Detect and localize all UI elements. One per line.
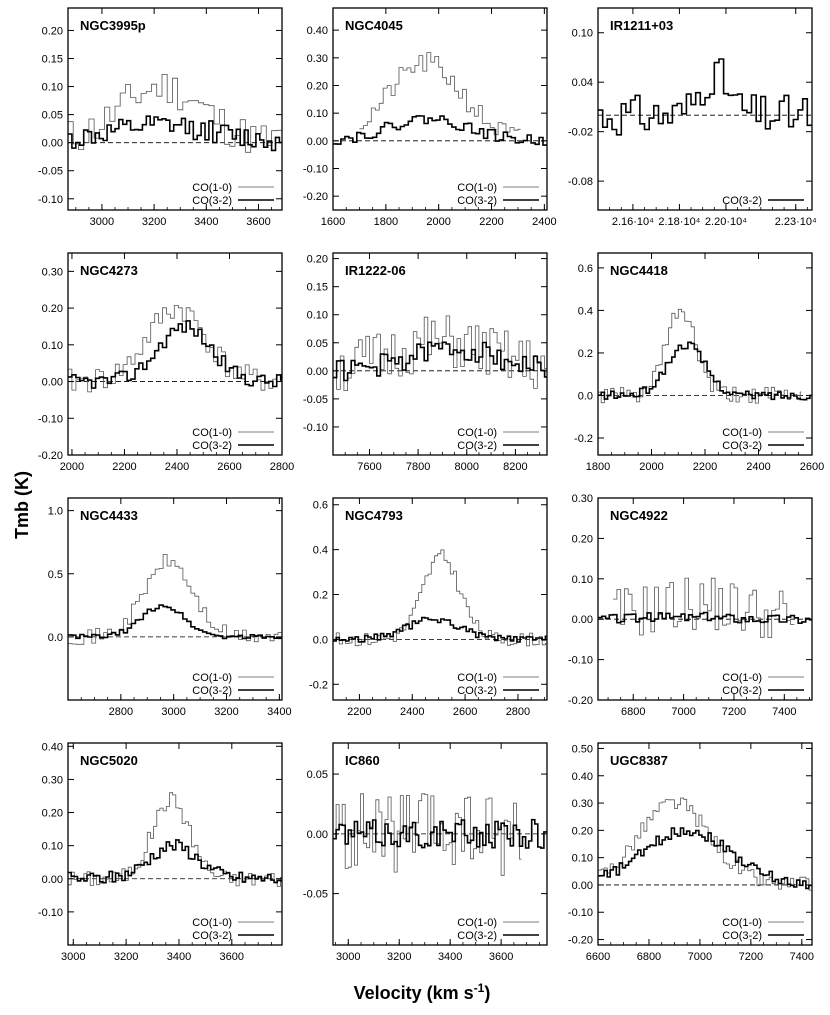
x-tick-label: 7200 [721, 706, 747, 718]
x-tick-label: 2400 [746, 461, 771, 473]
x-tick-label: 1800 [585, 461, 611, 473]
x-tick-label: 6800 [621, 706, 646, 718]
y-tick-label: 0.10 [306, 108, 328, 121]
x-tick-label: 2600 [799, 461, 825, 473]
y-tick-label: 0.05 [306, 769, 328, 782]
y-tick-label: 0.30 [41, 774, 63, 787]
panel-ngc4273 [38, 253, 294, 473]
panel-frame [68, 498, 282, 700]
y-tick-label: 0.40 [571, 770, 593, 783]
x-tick-label: 7200 [738, 951, 764, 963]
y-tick-label: 0.2 [312, 589, 328, 602]
y-tick-label: -0.08 [567, 176, 593, 189]
legend-label: CO(3-2) [192, 440, 232, 452]
panel-ugc8387 [568, 743, 814, 963]
legend-label: CO(1-0) [457, 917, 497, 929]
spectrum-co10 [333, 316, 547, 391]
spectrum-co10 [68, 74, 282, 152]
y-tick-label: 0.00 [41, 873, 63, 886]
y-tick-label: -0.20 [567, 695, 593, 707]
legend-label: CO(1-0) [192, 427, 232, 439]
spectrum-co32 [333, 618, 547, 642]
y-tick-label: 0.10 [41, 81, 63, 94]
panel-grid [38, 8, 824, 963]
panel-frame [333, 498, 547, 700]
panel-frame [598, 743, 812, 945]
x-tick-label: 2600 [217, 461, 242, 473]
x-tick-label: 3000 [161, 706, 186, 718]
legend-label: CO(3-2) [722, 440, 762, 452]
x-tick-label: 2.18·10⁴ [658, 216, 701, 228]
y-tick-label: 0.10 [571, 27, 593, 40]
legend-label: CO(3-2) [722, 685, 762, 697]
spectrum-co10 [68, 554, 282, 644]
x-tick-label: 3200 [141, 216, 167, 228]
x-tick-label: 8200 [503, 461, 528, 473]
spectrum-co32 [333, 342, 547, 380]
spectrum-co10 [359, 53, 520, 135]
x-tick-label: 1600 [320, 216, 346, 228]
panel-title: IC860 [345, 753, 380, 768]
x-tick-label: 2.20·10⁴ [704, 216, 747, 228]
legend-label: CO(3-2) [722, 930, 762, 942]
y-tick-label: 0.0 [47, 631, 63, 644]
panel-title: NGC4418 [610, 263, 668, 278]
x-tick-label: 2400 [400, 706, 425, 718]
panel-title: NGC4922 [610, 508, 668, 523]
y-tick-label: -0.10 [567, 907, 593, 920]
x-tick-label: 2600 [452, 706, 478, 718]
x-tick-label: 2200 [112, 461, 137, 473]
x-tick-label: 2200 [692, 461, 718, 473]
x-tick-label: 3000 [336, 951, 361, 963]
y-tick-label: 0.4 [312, 544, 328, 557]
legend-label: CO(3-2) [457, 195, 497, 207]
y-tick-label: 0.00 [41, 376, 63, 389]
y-tick-label: 0.00 [571, 879, 593, 892]
x-tick-label: 7600 [357, 461, 382, 473]
panel-frame [68, 8, 282, 210]
x-tick-label: 3600 [488, 951, 514, 963]
y-axis-label: Tmb (K) [12, 471, 32, 539]
panel-ngc4433 [48, 498, 292, 718]
panel-frame [333, 8, 547, 210]
y-tick-label: -0.20 [37, 450, 63, 462]
y-tick-label: 0.00 [306, 828, 328, 841]
spectrum-co10 [598, 309, 801, 403]
y-tick-label: 0.10 [571, 573, 593, 586]
panel-frame [68, 253, 282, 455]
legend-label: CO(1-0) [192, 672, 232, 684]
y-tick-label: 0.15 [306, 281, 328, 294]
y-tick-label: 0.00 [571, 614, 593, 627]
panel-ngc5020 [38, 741, 282, 963]
spectrum-co10 [333, 550, 547, 646]
y-tick-label: 0.05 [41, 109, 63, 122]
y-tick-label: 0.15 [41, 53, 63, 66]
legend-label: CO(1-0) [722, 427, 762, 439]
x-tick-label: 7000 [671, 706, 696, 718]
legend-label: CO(3-2) [457, 685, 497, 697]
legend-label: CO(1-0) [192, 917, 232, 929]
x-tick-label: 2400 [532, 216, 557, 228]
x-tick-label: 2400 [164, 461, 190, 473]
y-tick-label: 0.0 [577, 390, 593, 403]
x-tick-label: 7000 [687, 951, 713, 963]
spectrum-co32 [598, 59, 812, 135]
legend-label: CO(1-0) [457, 182, 497, 194]
y-tick-label: -0.10 [37, 193, 63, 206]
panel-ir1211-03 [568, 8, 817, 228]
y-tick-label: 0.05 [306, 337, 328, 350]
y-tick-label: 0.40 [41, 741, 63, 754]
y-tick-label: 0.6 [577, 262, 593, 275]
y-tick-label: 0.10 [41, 840, 63, 853]
spectrum-co10 [333, 794, 522, 876]
legend-label: CO(3-2) [192, 930, 232, 942]
y-tick-label: -0.10 [37, 906, 63, 919]
x-tick-label: 2200 [479, 216, 504, 228]
x-tick-label: 3200 [386, 951, 412, 963]
y-tick-label: 0.30 [306, 52, 328, 65]
x-tick-label: 2800 [505, 706, 531, 718]
y-tick-label: -0.10 [37, 413, 63, 426]
x-axis-label-sup: -1 [473, 981, 485, 995]
legend-label: CO(3-2) [457, 930, 497, 942]
panel-title: NGC4273 [80, 263, 138, 278]
panel-title: NGC4045 [345, 18, 403, 33]
legend-label: CO(3-2) [192, 195, 232, 207]
x-tick-label: 2800 [269, 461, 295, 473]
panel-ngc4793 [309, 498, 547, 718]
y-tick-label: 0.6 [312, 499, 328, 512]
x-tick-label: 2000 [426, 216, 451, 228]
legend-label: CO(3-2) [457, 440, 497, 452]
panel-ir1222-06 [303, 253, 547, 473]
y-tick-label: 0.20 [41, 303, 63, 316]
legend-label: CO(1-0) [457, 672, 497, 684]
spectrum-co32 [68, 116, 282, 150]
y-tick-label: -0.20 [567, 934, 593, 947]
legend-label: CO(1-0) [457, 427, 497, 439]
panel-title: IR1222-06 [345, 263, 406, 278]
y-tick-label: 0.04 [571, 77, 593, 90]
spectrum-co32 [68, 840, 282, 883]
y-tick-label: 0.20 [41, 807, 63, 820]
y-tick-label: 0.30 [571, 798, 593, 811]
panel-frame [333, 253, 547, 455]
x-tick-label: 2.16·10⁴ [611, 216, 654, 228]
x-tick-label: 3200 [113, 951, 139, 963]
x-axis-label-close: ) [484, 983, 491, 1003]
legend-label: CO(1-0) [722, 917, 762, 929]
y-tick-label: -0.10 [567, 654, 593, 667]
x-tick-label: 3000 [61, 951, 86, 963]
y-tick-label: 0.10 [306, 309, 328, 322]
y-tick-label: 0.10 [41, 339, 63, 352]
spectrum-co10 [598, 798, 812, 890]
y-tick-label: -0.02 [567, 126, 593, 139]
x-tick-label: 3400 [267, 706, 292, 718]
x-tick-label: 1800 [373, 216, 399, 228]
y-tick-label: -0.20 [302, 191, 328, 204]
legend-label: CO(1-0) [192, 182, 232, 194]
x-axis-label [354, 981, 491, 1003]
x-tick-label: 7400 [789, 951, 815, 963]
panel-title: IR1211+03 [610, 18, 674, 33]
x-tick-label: 2.23·10⁴ [774, 216, 817, 228]
y-tick-label: 0.20 [306, 80, 328, 93]
y-tick-label: 0.50 [571, 743, 593, 756]
y-tick-label: -0.2 [574, 432, 593, 445]
y-tick-label: 0.20 [571, 825, 593, 838]
x-tick-label: 3200 [214, 706, 239, 718]
panel-ngc4922 [568, 493, 812, 718]
x-tick-label: 3400 [194, 216, 219, 228]
x-tick-label: 2000 [59, 461, 85, 473]
x-axis-label-main: Velocity (km s [353, 983, 474, 1003]
x-tick-label: 6600 [585, 951, 611, 963]
panel-title: UGC8387 [610, 753, 668, 768]
panel-frame [598, 498, 812, 700]
y-tick-label: 0.5 [47, 568, 63, 581]
y-tick-label: 0.00 [41, 137, 63, 150]
x-tick-label: 2200 [347, 706, 372, 718]
panel-title: NGC3995p [80, 18, 146, 33]
y-tick-label: 0.00 [306, 365, 328, 378]
x-tick-label: 7400 [772, 706, 797, 718]
y-tick-label: -0.05 [302, 393, 328, 406]
panel-title: NGC4793 [345, 508, 403, 523]
spectrum-co32 [598, 828, 812, 888]
spectrum-co32 [68, 321, 282, 388]
y-tick-label: 0.0 [312, 634, 328, 647]
legend-label: CO(3-2) [722, 195, 762, 207]
y-tick-label: 0.20 [306, 253, 328, 266]
spectrum-co32 [598, 613, 812, 624]
panel-ngc4045 [303, 8, 557, 228]
spectrum-co10 [613, 578, 794, 638]
panel-title: NGC5020 [80, 753, 138, 768]
y-tick-label: 0.10 [571, 852, 593, 865]
y-tick-label: 0.4 [577, 305, 593, 318]
y-tick-label: 0.30 [571, 493, 593, 505]
panel-ngc4418 [574, 253, 824, 473]
legend-label: CO(3-2) [192, 685, 232, 697]
y-tick-label: 0.40 [306, 25, 328, 38]
legend-label: CO(1-0) [722, 672, 762, 684]
x-tick-label: 3000 [89, 216, 115, 228]
x-tick-label: 8000 [454, 461, 479, 473]
panel-title: NGC4433 [80, 508, 138, 523]
y-tick-label: 0.2 [577, 347, 593, 360]
y-tick-label: -0.2 [309, 679, 328, 692]
y-tick-label: -0.05 [302, 888, 328, 901]
y-tick-label: -0.10 [302, 421, 328, 434]
y-tick-label: 0.20 [41, 25, 63, 38]
x-tick-label: 2000 [639, 461, 664, 473]
y-tick-label: 0.30 [41, 266, 63, 279]
x-tick-label: 3600 [219, 951, 245, 963]
x-tick-label: 7800 [405, 461, 431, 473]
panel-ngc3995p [38, 8, 282, 228]
panel-frame [598, 253, 812, 455]
x-tick-label: 2800 [108, 706, 134, 718]
x-tick-label: 3400 [437, 951, 463, 963]
x-tick-label: 3400 [166, 951, 192, 963]
x-tick-label: 3600 [246, 216, 271, 228]
y-tick-label: -0.10 [302, 163, 328, 176]
y-tick-label: 0.20 [571, 533, 593, 546]
y-tick-label: 1.0 [47, 505, 63, 518]
y-tick-label: -0.05 [37, 165, 63, 178]
y-tick-label: 0.00 [306, 135, 328, 148]
x-tick-label: 6800 [636, 951, 662, 963]
panel-ic860 [303, 743, 547, 963]
